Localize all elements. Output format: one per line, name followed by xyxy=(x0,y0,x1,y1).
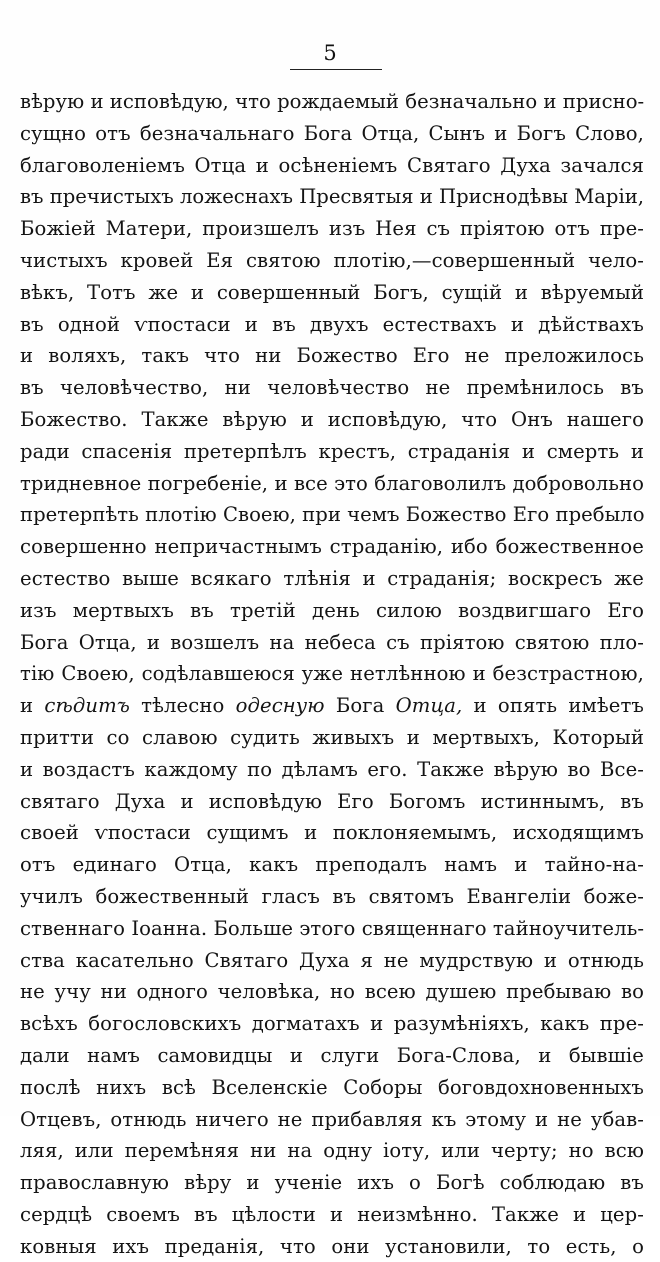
text-line: благоволеніемъ Отца и осѣненіемъ Святаго Духа зачался xyxy=(20,153,644,177)
text-line: Отцевъ, отнюдь ничего не прибавляя къ этому и не убав- xyxy=(20,1107,644,1131)
text-line: ства касательно Святаго Духа я не мудрствую и отнюдь xyxy=(20,948,644,972)
line-part: и опять имѣетъ xyxy=(462,694,644,718)
text-line: всѣхъ богословскихъ догматахъ и разумѣніяхъ, какъ пре- xyxy=(20,1012,644,1036)
text-line: ственнаго Іоанна. Больше этого священнаго тайноучитель- xyxy=(20,916,645,940)
text-line: отъ единаго Отца, какъ преподалъ намъ и тайно-на- xyxy=(20,853,644,877)
text-line: ради спасенія претерпѣлъ крестъ, страданія и смерть и xyxy=(20,439,644,463)
text-line: училъ божественный гласъ въ святомъ Евангеліи боже- xyxy=(20,884,644,908)
text-line: ковныя ихъ преданія, что они установили, то есть, о xyxy=(20,1234,644,1258)
text-line: сердцѣ своемъ въ цѣлости и неизмѣнно. Также и цер- xyxy=(20,1202,644,1226)
text-line-mixed xyxy=(20,690,644,722)
body-text xyxy=(20,86,644,1262)
line-part: тѣлесно xyxy=(129,694,236,718)
text-line: и воляхъ, такъ что ни Божество Его не преложилось xyxy=(20,344,644,368)
line-part: Бога xyxy=(324,694,396,718)
text-line: Божіей Матери, произшелъ изъ Нея съ пріятою отъ пре- xyxy=(20,217,644,241)
text-line: въ человѣчество, ни человѣчество не премѣнилось въ xyxy=(20,376,644,400)
text-line: претерпѣть плотію Своею, при чемъ Божество Его пребыло xyxy=(20,503,645,527)
italic-word: одесную xyxy=(235,694,325,718)
text-line: дали намъ самовидцы и слуги Бога-Слова, и бывшіе xyxy=(20,1043,644,1067)
text-line: Бога Отца, и возшелъ на небеса съ пріятою святою пло- xyxy=(20,630,644,654)
text-line: чистыхъ кровей Ея святою плотію,—совершенный чело- xyxy=(20,248,644,272)
text-line: сущно отъ безначальнаго Бога Отца, Сынъ и Богъ Слово, xyxy=(20,121,644,145)
text-line: не учу ни одного человѣка, но всею душею пребываю во xyxy=(20,980,644,1004)
text-line: въ пречистыхъ ложеснахъ Пресвятыя и Приснодѣвы Маріи, xyxy=(20,185,644,209)
text-line: естество выше всякаго тлѣнія и страданія; воскресъ же xyxy=(20,566,644,590)
text-line: и воздастъ каждому по дѣламъ его. Также вѣрую во Все- xyxy=(20,757,644,781)
text-line: своей ѵпостаси сущимъ и поклоняемымъ, исходящимъ xyxy=(20,821,644,845)
text-line: вѣкъ, Тотъ же и совершенный Богъ, сущій и вѣруемый xyxy=(20,280,644,304)
header-rule xyxy=(290,69,382,70)
text-line: тію Своею, содѣлавшеюся уже нетлѣнною и безстрастною, xyxy=(20,662,644,686)
text-line: послѣ нихъ всѣ Вселенскіе Соборы боговдохновенныхъ xyxy=(20,1075,644,1099)
page-header xyxy=(0,38,660,78)
text-line: ляя, или перемѣняя ни на одну іоту, или черту; но всю xyxy=(20,1139,644,1163)
text-line: святаго Духа и исповѣдую Его Богомъ истиннымъ, въ xyxy=(20,789,644,813)
line-part: и xyxy=(20,694,45,718)
text-line: совершенно непричастнымъ страданію, ибо божественное xyxy=(20,535,644,559)
italic-word: Отца, xyxy=(395,694,463,718)
text-line: Божество. Также вѣрую и исповѣдую, что Онъ нашего xyxy=(20,407,644,431)
text-line: вѣрую и исповѣдую, что рождаемый безначально и присно- xyxy=(20,90,645,113)
italic-word: сѣдитъ xyxy=(44,694,130,718)
text-line: изъ мертвыхъ въ третій день силою воздвигшаго Его xyxy=(20,598,644,622)
text-line: православную вѣру и ученіе ихъ о Богѣ соблюдаю въ xyxy=(20,1171,644,1195)
text-line: притти со славою судить живыхъ и мертвыхъ, Который xyxy=(20,725,644,749)
text-line: въ одной ѵпостаси и въ двухъ естествахъ и дѣйствахъ xyxy=(20,312,644,336)
text-line: тридневное погребеніе, и все это благоволилъ добровольно xyxy=(20,471,644,495)
page-number: 5 xyxy=(323,41,337,65)
